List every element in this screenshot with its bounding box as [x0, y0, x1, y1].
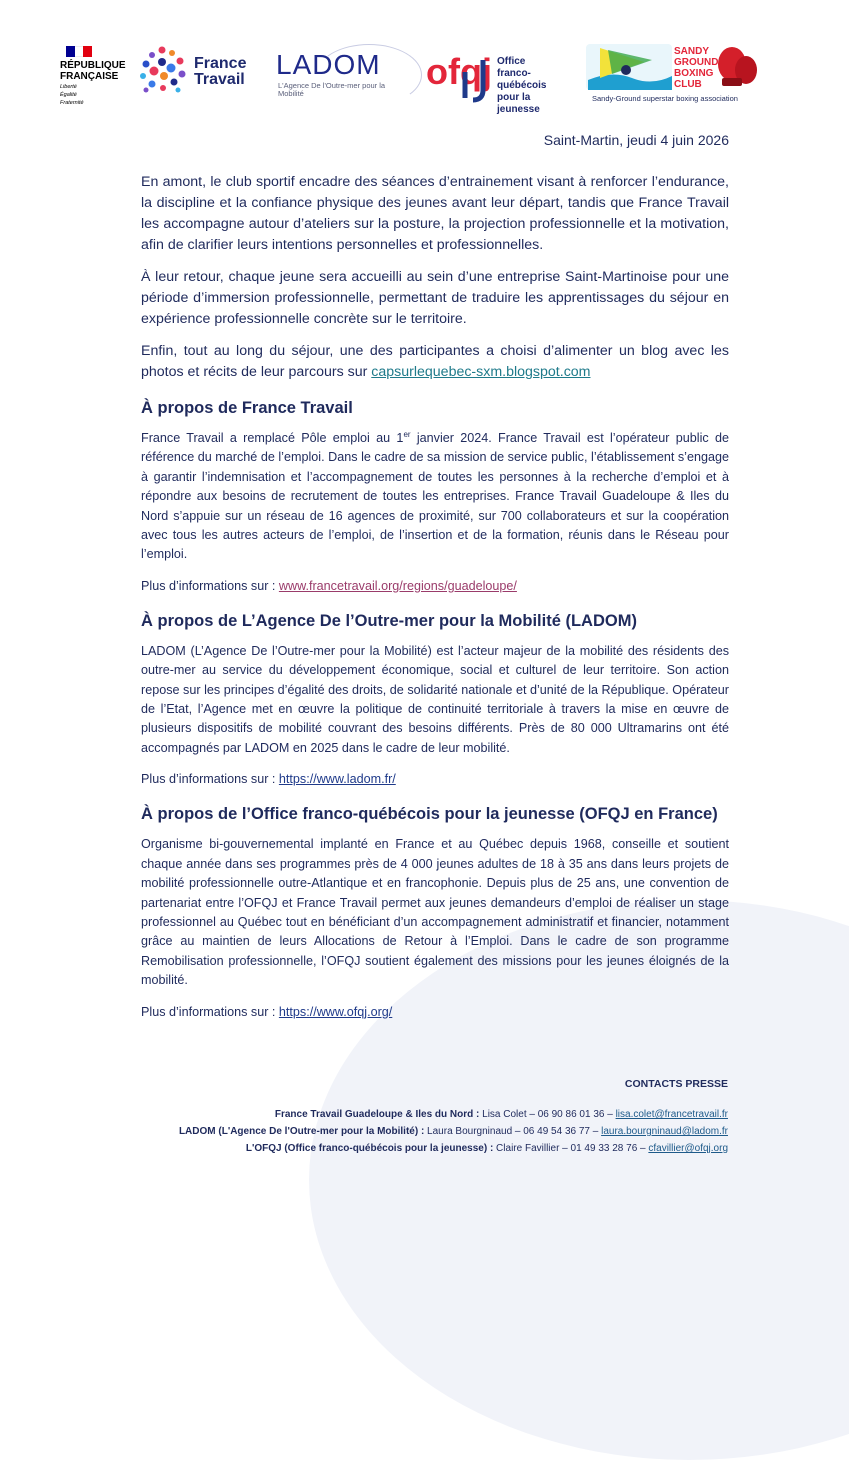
ofqj-logo	[425, 42, 575, 115]
ofqj-line-2: franco-québécois	[497, 68, 547, 91]
ft-body-part-b: janvier 2024. France Travail est l’opérateur public de référence du marché de l’emploi. Dans le cadre de sa mission de service public, l’établissement s’engage à garantir l’indemnisation et l’accompagnement de toutes les personnes à la recherche d’emploi et à répondre aux besoins de recrutement de toutes les entreprises. France Travail Guadeloupe & Iles du Nord s’appuie sur un réseau de 16 agences de proximité, sur 700 collaborateurs et sur la coopération avec tous les autres acteurs de l’emploi, de l’insertion et de la formation, réunis dans le Réseau pour l’emploi.	[141, 431, 729, 562]
rf-motto-2: Égalité	[60, 92, 77, 98]
ft-body-superscript: er	[403, 429, 411, 439]
france-travail-dots-icon	[138, 46, 190, 96]
more-info-label: Plus d’informations sur :	[141, 772, 279, 787]
press-contacts-title: CONTACTS PRESSE	[624, 1078, 728, 1090]
contact-email-link[interactable]: cfavillier@ofqj.org	[648, 1143, 728, 1154]
contact-row	[179, 1140, 728, 1157]
contact-email-link[interactable]: lisa.colet@francetravail.fr	[615, 1109, 728, 1120]
ladom-subtitle: L'Agence De l'Outre-mer pour la Mobilité	[278, 81, 386, 98]
france-travail-wordmark	[194, 56, 246, 88]
more-info-label: Plus d’informations sur :	[141, 578, 279, 593]
ladom-wordmark: LADOM	[276, 49, 381, 80]
ft-line-1: France	[194, 55, 247, 72]
intro-paragraph-1: En amont, le club sportif encadre des séances d’entrainement visant à renforcer l’endurance, la discipline et la confiance physique des jeunes avant leur départ, tandis que France Travail les accompagne autour d’ateliers sur la posture, la projection professionnelle et la motivation, afin de clarifier leurs intentions personnelles et professionnelles.	[141, 174, 729, 253]
ladom-logo	[276, 44, 421, 104]
contact-row	[179, 1106, 728, 1123]
more-info-ofqj	[141, 1003, 729, 1021]
french-flag-icon	[66, 46, 92, 57]
rf-motto-3: Fraternité	[60, 100, 84, 106]
section-body-france-travail	[141, 429, 729, 565]
more-info-ladom	[141, 770, 729, 788]
france-travail-link[interactable]: www.francetravail.org/regions/guadeloupe/	[278, 578, 517, 593]
intro-paragraph-3-text: Enfin, tout au long du séjour, une des participantes a choisi d’alimenter un blog avec les photos et récits de leur parcours sur	[141, 343, 729, 380]
ofqj-wordmark: ofqj	[426, 51, 492, 92]
blog-link[interactable]: capsurlequebec-sxm.blogspot.com	[371, 364, 591, 380]
ofqj-link[interactable]: https://www.ofqj.org/	[278, 1004, 393, 1019]
sgbc-line-1: SANDY	[674, 46, 710, 57]
contact-org: L'OFQJ (Office franco-québécois pour la jeunesse) :	[245, 1143, 494, 1154]
contact-org: France Travail Guadeloupe & Iles du Nord :	[274, 1109, 480, 1120]
rf-line-2: FRANÇAISE	[60, 71, 119, 82]
section-title-ladom: À propos de L’Agence De l’Outre-mer pour la Mobilité (LADOM)	[141, 611, 637, 630]
contact-email-link[interactable]: laura.bourgninaud@ladom.fr	[601, 1126, 728, 1137]
ft-line-2: Travail	[194, 71, 245, 88]
contact-person: Claire Favillier – 01 49 33 28 76 –	[493, 1143, 649, 1154]
sandy-ground-emblem-icon	[582, 40, 760, 96]
ladom-link[interactable]: https://www.ladom.fr/	[278, 772, 396, 787]
sandy-ground-boxing-club-logo	[582, 40, 760, 108]
press-contacts	[179, 1106, 728, 1157]
ofqj-wordmark-icon	[425, 42, 493, 104]
ofqj-line-1: Office	[497, 56, 526, 67]
contact-org: LADOM (L'Agence De l'Outre-mer pour la Mobilité) :	[178, 1126, 425, 1137]
section-title-ofqj: À propos de l’Office franco-québécois pour la jeunesse (OFQJ en France)	[141, 805, 718, 824]
press-release-body	[141, 132, 729, 1036]
rf-motto-1: Liberté	[60, 84, 77, 90]
intro-paragraph-3	[141, 341, 729, 383]
contact-person: Lisa Colet – 06 90 86 01 36 –	[479, 1109, 616, 1120]
section-title-france-travail: À propos de France Travail	[141, 399, 353, 417]
section-body-ofqj: Organisme bi-gouvernemental implanté en France et au Québec depuis 1968, conseille et soutient chaque année dans ses programmes près de 4 000 jeunes adultes de 18 à 35 ans dans leurs projets de mobilité professionnelle outre-Atlantique et en francophonie. Depuis plus de 25 ans, une convention de partenariat entre l’OFQJ et France Travail permet aux jeunes demandeurs d’emploi de réaliser un stage professionnel au Québec tout en bénéficiant d’un accompagnement administratif et financier, notamment grâce au maintien de leurs Allocations de Retour à l’Emploi. Dans le cadre de son programme Remobilisation professionnelle, l’OFQJ soutient également des missions pour les jeunes éloignés de la mobilité.	[141, 837, 729, 988]
ofqj-fullname	[497, 56, 575, 116]
sgbc-line-4: CLUB	[674, 79, 702, 90]
partner-logos	[0, 40, 849, 115]
sgbc-line-3: BOXING	[674, 68, 714, 79]
more-info-france-travail	[141, 577, 729, 595]
sgbc-line-2: GROUND	[674, 57, 719, 68]
ft-body-part-a: France Travail a remplacé Pôle emploi au 1	[141, 431, 404, 445]
rf-line-1: RÉPUBLIQUE	[60, 60, 126, 71]
section-body-ladom: LADOM (L’Agence De l’Outre-mer pour la Mobilité) est l’acteur majeur de la mobilité des résidents des outre-mer au service du développement économique, social et culturel de leur territoire. Son action repose sur les principes d’égalité des droits, de solidarité nationale et d’unité de la République. Opérateur de l’Etat, l’Agence met en œuvre la politique de continuité territoriale à travers la mise en œuvre de plusieurs dispositifs de mobilité couvrant des besoins différents. Près de 80 000 Ultramarins ont été accompagnés par LADOM en 2025 dans le cadre de leur mobilité.	[141, 643, 729, 755]
republique-francaise-logo	[60, 46, 130, 106]
ofqj-line-3: pour la jeunesse	[497, 92, 540, 115]
dateline: Saint-Martin, jeudi 4 juin 2026	[543, 132, 729, 148]
contact-row	[179, 1123, 728, 1140]
more-info-label: Plus d’informations sur :	[141, 1004, 279, 1019]
sgbc-caption: Sandy-Ground superstar boxing association	[592, 94, 738, 103]
contact-person: Laura Bourgninaud – 06 49 54 36 77 –	[424, 1126, 602, 1137]
france-travail-logo	[138, 46, 253, 96]
intro-paragraph-2: À leur retour, chaque jeune sera accueilli au sein d’une entreprise Saint-Martinoise pour une période d’immersion professionnelle, permettant de traduire les apprentissages du séjour en expérience professionnelle concrète sur le territoire.	[141, 269, 729, 327]
